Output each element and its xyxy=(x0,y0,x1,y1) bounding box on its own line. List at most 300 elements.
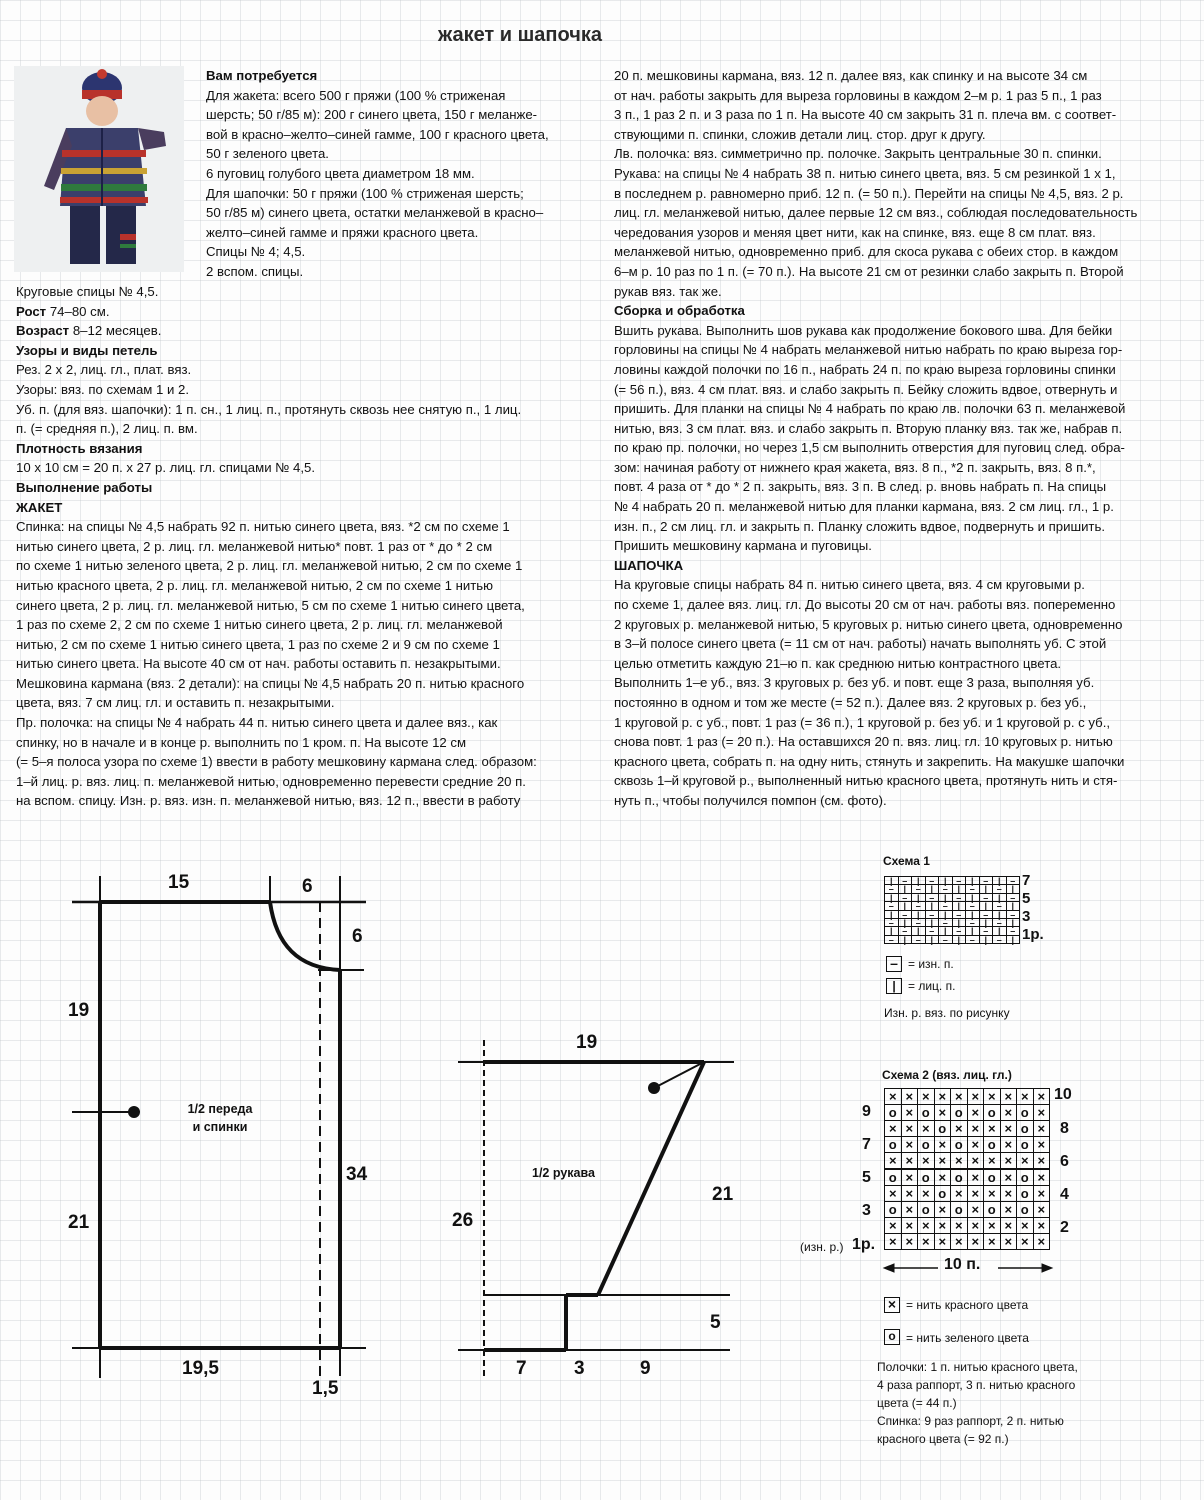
scheme2-row-label: 4 xyxy=(1060,1186,1069,1203)
materials-heading: Вам потребуется xyxy=(206,68,318,83)
age-label: Возраст xyxy=(16,323,70,339)
scheme2-legend-red: = нить красного цвета xyxy=(906,1298,1029,1312)
scheme2-cell: × xyxy=(884,1185,902,1202)
scheme2-cell: × xyxy=(1016,1233,1034,1250)
scheme2-cell: × xyxy=(884,1088,902,1105)
sleeve-dim-cuff: 5 xyxy=(710,1312,721,1333)
scheme1-cell: | xyxy=(938,910,953,919)
scheme2-cell: × xyxy=(1033,1152,1051,1169)
scheme2-row-label: 10 xyxy=(1054,1086,1072,1103)
scheme1-cell: – xyxy=(965,884,980,893)
scheme2-cell: o xyxy=(983,1136,1001,1153)
scheme1-cell: – xyxy=(925,926,940,935)
materials-line: Для шапочки: 50 г пряжи (100 % стриженая шерсть; xyxy=(206,185,524,201)
scheme2-cell: × xyxy=(1000,1233,1018,1250)
body-line: нитью синего цвета, 2 р. лиц. гл. меланжевой нитью* повт. 1 раз от * до * 2 см xyxy=(16,538,493,554)
scheme1-cell: – xyxy=(898,910,913,919)
sleeve-dim-bottom-a: 7 xyxy=(516,1358,527,1379)
scheme2-cell: × xyxy=(1033,1088,1051,1105)
jacket-heading: ЖАКЕТ xyxy=(16,499,63,515)
scheme1-cell: | xyxy=(911,926,926,935)
scheme2-cell: × xyxy=(950,1185,968,1202)
scheme2-cell: × xyxy=(983,1217,1001,1234)
scheme1-cell: | xyxy=(965,910,980,919)
scheme1-cell: – xyxy=(952,926,967,935)
scheme2-cell: × xyxy=(950,1152,968,1169)
scheme2-note-line: цвета (= 44 п.) xyxy=(877,1396,957,1410)
scheme1-cell: | xyxy=(979,918,994,927)
scheme2-cell: × xyxy=(934,1233,952,1250)
body-dim-top-left: 15 xyxy=(168,872,190,893)
scheme2-cell: × xyxy=(1033,1169,1051,1186)
scheme2-cell: × xyxy=(1033,1136,1051,1153)
sleeve-text-line: в последнем р. равномерно приб. 12 п. (= 50 п.). Перейти на спицы № 4,5, вяз. 2 р. xyxy=(614,185,1124,201)
scheme2-cell: o xyxy=(950,1136,968,1153)
scheme1-cell: – xyxy=(1006,876,1021,885)
body-line: (= 5–я полоса узора по схеме 1) ввести в работу мешковину кармана след. образом: xyxy=(16,754,537,770)
scheme2-cell: × xyxy=(967,1152,985,1169)
assembly-line: Вшить рукава. Выполнить шов рукава как продолжение бокового шва. Для бейки xyxy=(614,322,1113,338)
scheme1-cell: – xyxy=(992,935,1007,944)
scheme2-cell: o xyxy=(950,1201,968,1218)
scheme2-cell: × xyxy=(917,1120,935,1137)
scheme2-cell: × xyxy=(917,1217,935,1234)
hat-line: 1 круговой р. с уб., повт. 1 раз (= 36 п.), 1 круговой р. без уб. и 1 круговой р. с уб., xyxy=(614,714,1111,730)
scheme1-row-label: 1р. xyxy=(1022,926,1044,943)
body-dim-right: 34 xyxy=(346,1164,368,1185)
scheme1-cell: | xyxy=(1006,901,1021,910)
patterns-line: п. (= средняя п.), 2 лиц. п. вм. xyxy=(16,421,198,437)
scheme2-cell: o xyxy=(917,1104,935,1121)
scheme1-cell: – xyxy=(911,884,926,893)
patterns-line: Уб. п. (для вяз. шапочки): 1 п. сн., 1 лиц. п., протянуть сквозь нее снятую п., 1 лиц. xyxy=(16,401,522,417)
assembly-line: по краю пр. полочки, но через 1,5 см выполнить отверстия для пуговиц след. обра- xyxy=(614,440,1125,456)
scheme1-cell: – xyxy=(979,893,994,902)
scheme1-note: Изн. р. вяз. по рисунку xyxy=(884,1006,1010,1020)
sleeve-piece-label: 1/2 рукава xyxy=(532,1166,595,1180)
scheme1-legend-knit: = лиц. п. xyxy=(908,979,956,993)
scheme1-cell: | xyxy=(992,926,1007,935)
scheme2-row-label: 1р. xyxy=(852,1236,876,1253)
sleeve-text-line: 20 п. мешковины кармана, вяз. 12 п. далее вяз, как спинку и на высоте 34 см xyxy=(614,68,1088,83)
scheme1-cell: – xyxy=(1006,910,1021,919)
scheme2-row-label: 9 xyxy=(862,1103,871,1120)
scheme1-cell: | xyxy=(965,926,980,935)
scheme2-title: Схема 2 (вяз. лиц. гл.) xyxy=(882,1068,1012,1082)
scheme1-cell: | xyxy=(925,884,940,893)
scheme1-cell: – xyxy=(884,935,899,944)
scheme2-cell: × xyxy=(967,1185,985,1202)
scheme2-wrong-side: (изн. р.) xyxy=(800,1240,844,1254)
patterns-line: Рез. 2 х 2, лиц. гл., плат. вяз. xyxy=(16,362,192,378)
materials-line: 2 вспом. спицы. xyxy=(206,263,304,279)
scheme1-cell: | xyxy=(992,876,1007,885)
scheme2-note xyxy=(877,1358,1117,1448)
scheme2-cell: × xyxy=(1000,1136,1018,1153)
sleeve-dim-left: 26 xyxy=(452,1210,474,1231)
scheme2-cell: o xyxy=(884,1136,902,1153)
scheme2-cell: × xyxy=(901,1088,919,1105)
scheme2-row-label: 8 xyxy=(1060,1120,1069,1137)
scheme2-cell: o xyxy=(1016,1185,1034,1202)
materials-line: Спицы № 4; 4,5. xyxy=(206,244,306,260)
body-line: нитью красного цвета, 2 р. лиц. гл. меланжевой нитью, 2 см по схеме 1 нитью xyxy=(16,577,494,593)
scheme2-width: 10 п. xyxy=(944,1256,981,1273)
scheme2-cell: o xyxy=(917,1201,935,1218)
scheme2-cell: × xyxy=(901,1169,919,1186)
scheme2-cell: × xyxy=(950,1120,968,1137)
scheme1-cell: | xyxy=(911,876,926,885)
scheme2-cell: × xyxy=(1033,1233,1051,1250)
materials-line: Для жакета: всего 500 г пряжи (100 % стриженая xyxy=(206,87,506,103)
scheme1-cell: – xyxy=(992,901,1007,910)
body-piece-label xyxy=(180,1100,260,1136)
scheme1-cell: – xyxy=(884,901,899,910)
scheme2-row-label: 6 xyxy=(1060,1153,1069,1170)
scheme2-cell: × xyxy=(901,1136,919,1153)
scheme1-cell: – xyxy=(952,893,967,902)
scheme1-cell: – xyxy=(979,910,994,919)
scheme1-cell: – xyxy=(898,876,913,885)
scheme1-cell: | xyxy=(938,926,953,935)
scheme2-cell: o xyxy=(1016,1201,1034,1218)
sleeve-text-line: ствующими п. спинки, сложив детали лиц. стор. друг к другу. xyxy=(614,126,986,142)
sleeve-text-line: Лв. полочка: вяз. симметрично пр. полочке. Закрыть центральные 30 п. спинки. xyxy=(614,146,1102,162)
scheme1-cell: – xyxy=(925,910,940,919)
scheme1-cell: – xyxy=(938,901,953,910)
scheme2-cell: o xyxy=(950,1169,968,1186)
sleeve-text-line: меланжевой нитью, одновременно приб. для скоса рукава с обеих стор. в каждом xyxy=(614,244,1119,260)
scheme1-cell: – xyxy=(965,901,980,910)
body-piece-label-line: 1/2 переда xyxy=(187,1102,253,1116)
scheme1-cell: | xyxy=(1006,918,1021,927)
scheme1-cell: – xyxy=(1006,893,1021,902)
scheme1-cell: – xyxy=(911,918,926,927)
scheme2-cell: × xyxy=(934,1201,952,1218)
size-marker-dot xyxy=(128,1106,140,1118)
scheme2-cell: × xyxy=(1033,1217,1051,1234)
body-line: по схеме 1 нитью зеленого цвета, 2 р. лиц. гл. меланжевой нитью, 2 см по схеме 1 xyxy=(16,558,523,574)
scheme2-cell: × xyxy=(901,1201,919,1218)
assembly-line: зом: начиная работу от нижнего края жакета, вяз. 8 п., *2 п. закрыть, вяз. 8 п.*, xyxy=(614,459,1096,475)
patterns-line: Узоры: вяз. по схемам 1 и 2. xyxy=(16,381,190,397)
scheme1-cell: – xyxy=(898,926,913,935)
scheme1-cell: – xyxy=(925,893,940,902)
scheme2-cell: × xyxy=(917,1088,935,1105)
scheme1-cell: – xyxy=(884,918,899,927)
scheme2-cell: × xyxy=(901,1217,919,1234)
scheme2-cell: × xyxy=(901,1120,919,1137)
scheme2-cell: × xyxy=(983,1088,1001,1105)
body-dim-left-upper: 19 xyxy=(68,1000,90,1021)
scheme2-row-label: 2 xyxy=(1060,1219,1069,1236)
scheme2-cell: × xyxy=(901,1152,919,1169)
scheme2-legend-green: = нить зеленого цвета xyxy=(906,1331,1029,1345)
hat-line: по схеме 1, далее вяз. лиц. гл. До высоты 20 см от нач. работы вяз. попеременно xyxy=(614,597,1116,613)
scheme2-cell: × xyxy=(884,1120,902,1137)
page-title: жакет и шапочка xyxy=(438,24,602,46)
scheme2-cell: o xyxy=(934,1185,952,1202)
scheme2-cell: o xyxy=(1016,1104,1034,1121)
scheme1-cell: | xyxy=(992,910,1007,919)
scheme1-cell: – xyxy=(965,918,980,927)
scheme1-cell: | xyxy=(884,893,899,902)
scheme2-cell: o xyxy=(884,1201,902,1218)
scheme2-cell: × xyxy=(917,1152,935,1169)
scheme1-cell: – xyxy=(952,910,967,919)
assembly-line: (= 56 п.), вяз. 4 см плат. вяз. и слабо закрыть п. Бейку сложить вдвое, отвернуть и xyxy=(614,381,1118,397)
scheme1-cell: | xyxy=(952,935,967,944)
scheme1-cell: – xyxy=(911,901,926,910)
assembly-heading: Сборка и обработка xyxy=(614,303,745,319)
scheme2-cell: × xyxy=(934,1152,952,1169)
scheme1-cell: – xyxy=(925,876,940,885)
scheme1-cell: – xyxy=(938,918,953,927)
scheme2-cell: o xyxy=(983,1201,1001,1218)
scheme1-cell: | xyxy=(911,910,926,919)
scheme2-cell: × xyxy=(884,1152,902,1169)
scheme2-cell: × xyxy=(917,1233,935,1250)
sleeve-text-line: рукав вяз. так же. xyxy=(614,283,722,299)
scheme1-cell: – xyxy=(992,884,1007,893)
assembly-line: ловины каждой полочки по 16 п., набрать 24 п. по краю выреза горловины спинки xyxy=(614,361,1116,377)
scheme2-cell: o xyxy=(1016,1136,1034,1153)
scheme2-cell: o xyxy=(917,1136,935,1153)
scheme2-cell: × xyxy=(1033,1201,1051,1218)
scheme2-cell: × xyxy=(934,1104,952,1121)
scheme1-cell: – xyxy=(898,893,913,902)
scheme2-cell: × xyxy=(950,1233,968,1250)
scheme1-cell: | xyxy=(1006,884,1021,893)
scheme1-cell: | xyxy=(884,910,899,919)
scheme1-cell: | xyxy=(952,901,967,910)
scheme2-cell: × xyxy=(1000,1217,1018,1234)
red-yarn-symbol-icon: × xyxy=(884,1297,900,1313)
patterns-heading: Узоры и виды петель xyxy=(16,342,158,358)
density-heading: Плотность вязания xyxy=(16,440,143,456)
scheme2-cell: × xyxy=(934,1136,952,1153)
scheme1-cell: | xyxy=(979,935,994,944)
scheme2-cell: × xyxy=(934,1217,952,1234)
scheme2-cell: o xyxy=(983,1104,1001,1121)
body-line: синего цвета, 2 р. лиц. гл. меланжевой нитью, 5 см по схеме 1 нитью синего цвета, xyxy=(16,597,525,613)
scheme2-cell: o xyxy=(1016,1120,1034,1137)
scheme1-cell: – xyxy=(979,926,994,935)
body-dim-top-right: 6 xyxy=(302,876,313,897)
scheme2-cell: × xyxy=(884,1233,902,1250)
materials-line: 6 пуговиц голубого цвета диаметром 18 мм. xyxy=(206,165,475,181)
scheme1-cell: | xyxy=(898,901,913,910)
scheme1-cell: | xyxy=(925,901,940,910)
body-dim-left-lower: 21 xyxy=(68,1212,90,1233)
scheme2-cell: × xyxy=(983,1152,1001,1169)
scheme2-cell: × xyxy=(1033,1120,1051,1137)
body-piece-label-line: и спинки xyxy=(192,1120,248,1134)
scheme1-legend-purl: = изн. п. xyxy=(908,957,954,971)
density-line: 10 х 10 см = 20 п. х 27 р. лиц. гл. спицами № 4,5. xyxy=(16,460,316,476)
hat-heading: ШАПОЧКА xyxy=(614,557,684,573)
scheme1-cell: | xyxy=(979,884,994,893)
scheme1-cell: | xyxy=(965,876,980,885)
scheme1-cell: | xyxy=(938,876,953,885)
scheme2-cell: o xyxy=(983,1169,1001,1186)
scheme2-note-line: 4 раза раппорт, 3 п. нитью красного xyxy=(877,1378,1076,1392)
hat-line: 2 круговых р. меланжевой нитью, 5 круговых р. нитью синего цвета, одновременно xyxy=(614,616,1123,632)
scheme2-cell: × xyxy=(967,1104,985,1121)
green-yarn-symbol-icon: o xyxy=(884,1329,900,1345)
scheme2-cell: × xyxy=(884,1217,902,1234)
sleeve-text-line: лиц. гл. меланжевой нитью, далее первые 12 см вяз., соблюдая последовательность xyxy=(614,205,1138,221)
scheme1-cell: | xyxy=(925,918,940,927)
scheme2-cell: o xyxy=(1016,1169,1034,1186)
sleeve-pattern-outline xyxy=(458,1040,734,1376)
scheme2-cell: × xyxy=(901,1104,919,1121)
scheme1-cell: – xyxy=(979,876,994,885)
age-value: 8–12 месяцев. xyxy=(69,323,162,339)
body-line: Мешковина кармана (вяз. 2 детали): на спицы № 4,5 набрать 20 п. нитью красного xyxy=(16,675,525,691)
body-line: нитью синего цвета. На высоте 40 см от нач. работы оставить п. незакрытыми. xyxy=(16,656,501,672)
scheme1-cell: – xyxy=(911,935,926,944)
scheme2-note-line: Спинка: 9 раз раппорт, 2 п. нитью xyxy=(877,1414,1064,1428)
scheme1-cell: – xyxy=(884,884,899,893)
scheme2-cell: × xyxy=(967,1088,985,1105)
assembly-line: пришить. Для планки на спицы № 4 набрать по краю лв. полочки 63 п. меланжевой xyxy=(614,401,1126,417)
sleeve-text-line: чередования узоров и меняя цвет нити, как на спинке, вяз. еще 8 см плат. вяз. xyxy=(614,224,1096,240)
assembly-line: изн. п., 2 см лиц. гл. и закрыть п. Планку сложить вдвое, подвернуть и пришить. xyxy=(614,518,1106,534)
sleeve-dim-right: 21 xyxy=(712,1184,734,1205)
body-line: нитью, 2 см по схеме 1 нитью синего цвета, 1 раз по схеме 2 и 9 см по схеме 1 xyxy=(16,636,500,652)
scheme2-cell: × xyxy=(1033,1185,1051,1202)
body-line: цвета, вяз. 7 см лиц. гл. и оставить п. незакрытыми. xyxy=(16,695,335,711)
hat-line: красного цвета, собрать п. на одну нить, стянуть и закрепить. На макушке шапочки xyxy=(614,753,1125,769)
scheme2-cell: × xyxy=(967,1169,985,1186)
scheme1-row-label: 5 xyxy=(1022,890,1031,907)
scheme2-row-label: 3 xyxy=(862,1202,871,1219)
purl-symbol-icon: – xyxy=(886,956,902,972)
knit-symbol-icon: | xyxy=(886,978,902,994)
scheme2-cell: × xyxy=(1000,1185,1018,1202)
sleeve-text-line: 6–м р. 10 раз по 1 п. (= 70 п.). На высоте 21 см от резинки слабо закрыть п. Второй xyxy=(614,263,1124,279)
scheme2-cell: × xyxy=(1016,1152,1034,1169)
sleeve-dim-top: 19 xyxy=(576,1032,598,1053)
scheme2-cell: × xyxy=(1000,1120,1018,1137)
scheme1-cell: | xyxy=(925,935,940,944)
scheme1-cell: | xyxy=(952,918,967,927)
scheme1-cell: | xyxy=(952,884,967,893)
body-dim-neck: 6 xyxy=(352,926,363,947)
scheme2-note-line: красного цвета (= 92 п.) xyxy=(877,1432,1009,1446)
scheme2-cell: × xyxy=(967,1217,985,1234)
scheme2-cell: × xyxy=(950,1217,968,1234)
scheme1-cell: | xyxy=(979,901,994,910)
scheme1-cell: | xyxy=(1006,935,1021,944)
scheme1-cell: | xyxy=(898,884,913,893)
scheme2-cell: × xyxy=(917,1185,935,1202)
scheme1-cell: – xyxy=(992,918,1007,927)
body-line: Пр. полочка: на спицы № 4 набрать 44 п. нитью синего цвета и далее вяз., как xyxy=(16,715,498,731)
body-line: на вспом. спицу. Изн. р. вяз. изн. п. меланжевой нитью, вяз. 12 п., ввести в работу xyxy=(16,793,521,809)
scheme2-cell: × xyxy=(967,1201,985,1218)
body-line: спинку, но в начале и в конце р. выполнить по 1 кром. п. На высоте 12 см xyxy=(16,734,467,750)
scheme2-cell: × xyxy=(1000,1152,1018,1169)
size-value: 74–80 см. xyxy=(46,303,110,319)
size-label: Рост xyxy=(16,303,47,319)
scheme2-cell: o xyxy=(884,1104,902,1121)
scheme2-cell: × xyxy=(1016,1217,1034,1234)
assembly-line: Пришить мешковину кармана и пуговицы. xyxy=(614,538,872,554)
assembly-line: повт. 4 раза от * до * 2 п. закрыть, вяз. 3 п. В след. р. вновь набрать п. На спицы xyxy=(614,479,1107,495)
scheme1-cell: – xyxy=(952,876,967,885)
hat-line: На круговые спицы набрать 84 п. нитью синего цвета, вяз. 4 см круговыми р. xyxy=(614,577,1085,593)
scheme2-cell: × xyxy=(1016,1088,1034,1105)
scheme2-row-label: 7 xyxy=(862,1136,871,1153)
hat-line: снова повт. 1 раз (= 20 п.). На оставшихся 20 п. вяз. лиц. гл. 10 круговых р. нитью xyxy=(614,734,1113,750)
scheme1-cell: | xyxy=(938,893,953,902)
work-heading: Выполнение работы xyxy=(16,479,153,495)
scheme2-cell: × xyxy=(967,1233,985,1250)
scheme1-row-label: 7 xyxy=(1022,872,1031,889)
scheme1-cell: – xyxy=(938,884,953,893)
materials-line: вой в красно–желто–синей гамме, 100 г красного цвета, xyxy=(206,126,549,142)
hat-line: целью отметить каждую 21–ю п. как среднюю нитью контрастного цвета. xyxy=(614,655,1062,671)
scheme2-cell: o xyxy=(917,1169,935,1186)
scheme2-cell: × xyxy=(950,1088,968,1105)
scheme1-cell: | xyxy=(965,893,980,902)
sleeve-text-line: 3 п., 1 раз 2 п. и 3 раза по 1 п. На высоте 40 см закрыть 31 п. плеча вм. с соответ- xyxy=(614,107,1117,123)
hat-line: нуть п., чтобы получился помпон (см. фото). xyxy=(614,792,887,808)
body-line: 1 раз по схеме 2, 2 см по схеме 1 нитью синего цвета, 2 р. лиц. гл. меланжевой xyxy=(16,617,503,633)
assembly-line: горловины на спицы № 4 набрать меланжевой нитью набрать по краю выреза гор- xyxy=(614,342,1123,358)
assembly-line: нитью, вяз. 3 см плат. вяз. и слабо закрыть п. Вторую планку вяз. так же, набрав п. xyxy=(614,420,1123,436)
scheme1-cell: – xyxy=(1006,926,1021,935)
scheme2-cell: × xyxy=(967,1136,985,1153)
scheme2-cell: o xyxy=(934,1120,952,1137)
scheme1-cell: – xyxy=(938,935,953,944)
hat-line: постоянно в одном и том же месте (= 52 п.). Далее вяз. 2 круговых р. без уб., xyxy=(614,695,1087,710)
sleeve-dim-bottom-b: 3 xyxy=(574,1358,585,1379)
body-line: Спинка: на спицы № 4,5 набрать 92 п. нитью синего цвета, вяз. *2 см по схеме 1 xyxy=(16,519,510,535)
scheme1-cell: | xyxy=(992,893,1007,902)
scheme2-cell: o xyxy=(884,1169,902,1186)
sleeve-text-line: Рукава: на спицы № 4 набрать 38 п. нитью синего цвета, вяз. 5 см резинкой 1 х 1, xyxy=(614,165,1116,181)
scheme1-cell: | xyxy=(884,926,899,935)
hat-line: Выполнить 1–е уб., вяз. 3 круговых р. без уб. и повт. еще 3 раза, выполняя уб. xyxy=(614,675,1095,691)
scheme2-cell: × xyxy=(1000,1169,1018,1186)
scheme1-title: Схема 1 xyxy=(883,854,930,868)
scheme2-cell: o xyxy=(950,1104,968,1121)
sleeve-marker-dot xyxy=(648,1082,660,1094)
body-dim-bottom: 19,5 xyxy=(182,1358,219,1379)
hat-line: в 3–й полосе синего цвета (= 11 см от нач. работы) начать выполнять уб. С этой xyxy=(614,636,1107,652)
sleeve-dim-bottom-c: 9 xyxy=(640,1358,651,1379)
scheme2-cell: × xyxy=(1000,1088,1018,1105)
scheme2-cell: × xyxy=(934,1169,952,1186)
sleeve-text-line: от нач. работы закрыть для выреза горловины в каждом 2–м р. 1 раз 5 п., 1 раз xyxy=(614,87,1102,103)
scheme2-row-label: 5 xyxy=(862,1169,871,1186)
materials-line: шерсть; 50 г/85 м): 200 г синего цвета, 150 г меланже- xyxy=(206,107,538,123)
materials-line: 50 г/85 м) синего цвета, остатки меланжевой в красно– xyxy=(206,205,544,221)
scheme2-cell: × xyxy=(901,1233,919,1250)
circular-needles: Круговые спицы № 4,5. xyxy=(16,284,159,299)
hat-line: сквозь 1–й круговой р., выполненный нитью красного цвета, протянуть нить и стя- xyxy=(614,773,1118,789)
scheme2-cell: × xyxy=(983,1185,1001,1202)
scheme2-cell: × xyxy=(967,1120,985,1137)
scheme2-cell: × xyxy=(983,1120,1001,1137)
scheme2-cell: × xyxy=(983,1233,1001,1250)
assembly-line: № 4 набрать 20 п. меланжевой нитью для планки кармана, вяз. 2 см лиц. гл., 1 р. xyxy=(614,499,1114,515)
scheme1-row-label: 3 xyxy=(1022,908,1031,925)
scheme2-cell: × xyxy=(1000,1104,1018,1121)
